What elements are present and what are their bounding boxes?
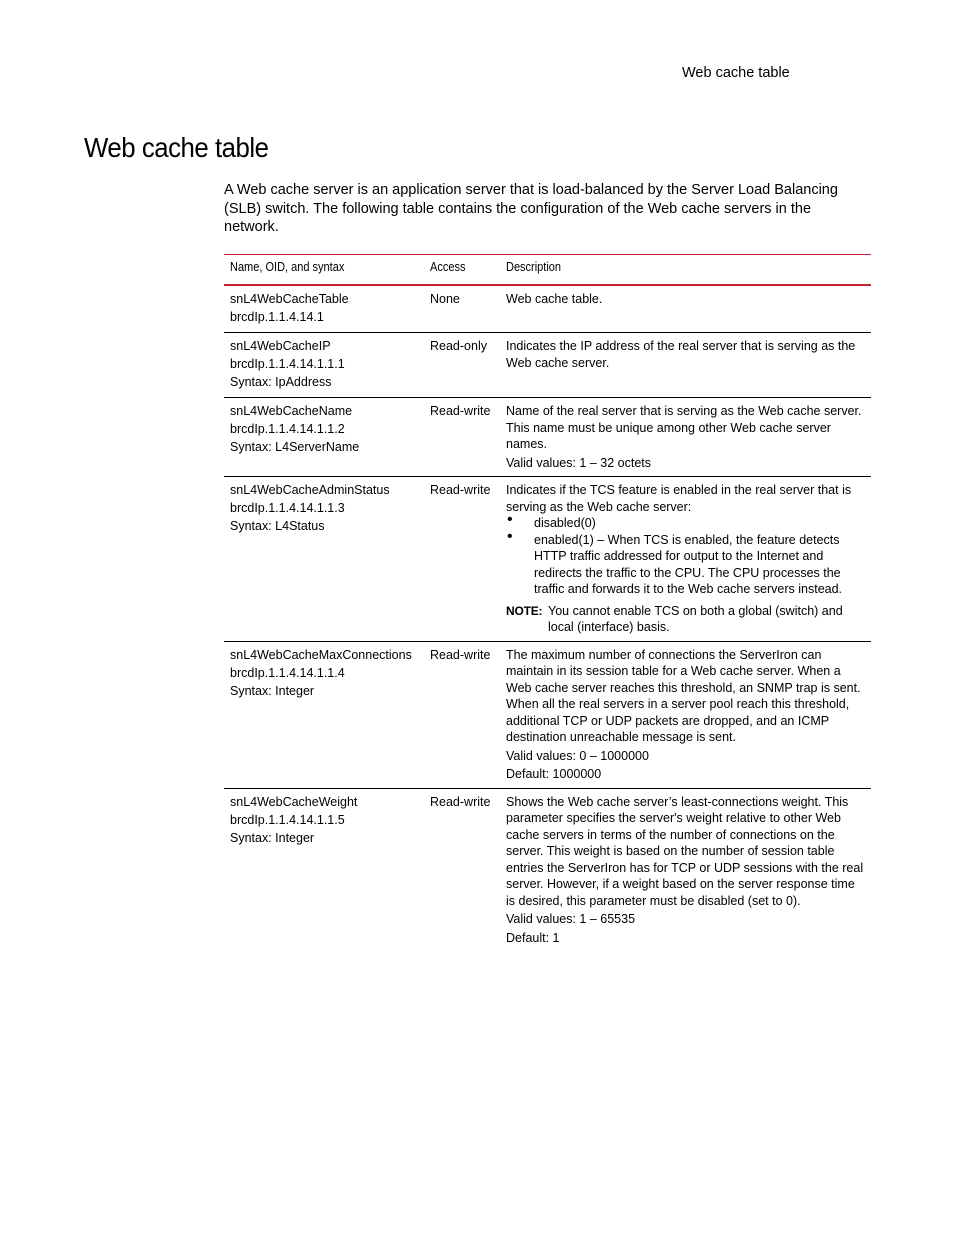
default-value: Default: 1: [506, 930, 560, 945]
description-text: The maximum number of connections the ServerIron can maintain in its session table for a Web cache server. When a Web cache server reaches this threshold, an SNMP trap is sent. When all the real servers in a server pool reach this threshold, additional TCP or UDP packets are dropped, and an ICMP destination unreachable message is sent.: [506, 647, 861, 744]
object-name: snL4WebCacheMaxConnections: [230, 647, 412, 662]
object-syntax: Syntax: L4Status: [230, 519, 325, 533]
description-cell: [500, 285, 871, 333]
description-cell: [500, 398, 871, 477]
description-cell: [500, 477, 871, 642]
table-row: [224, 285, 871, 333]
name-cell: [224, 477, 424, 642]
description-text: Web cache table.: [506, 292, 603, 306]
access-cell: Read-only: [424, 333, 500, 398]
table-header-row: [224, 255, 871, 286]
object-oid: brcdIp.1.1.4.14.1.1.5: [230, 812, 345, 827]
object-oid: brcdIp.1.1.4.14.1: [230, 310, 324, 324]
object-syntax: Syntax: L4ServerName: [230, 440, 360, 454]
table-row: [224, 333, 871, 398]
page-title: Web cache table: [84, 132, 269, 163]
column-header-description: Description: [500, 255, 871, 286]
object-syntax: Syntax: Integer: [230, 830, 315, 845]
object-oid: brcdIp.1.1.4.14.1.1.3: [230, 501, 345, 515]
valid-values: Valid values: 0 – 1000000: [506, 748, 649, 763]
object-syntax: Syntax: IpAddress: [230, 375, 332, 389]
name-cell: [224, 285, 424, 333]
name-cell: [224, 398, 424, 477]
access-cell: None: [424, 285, 500, 333]
table-row: [224, 477, 871, 642]
intro-paragraph: A Web cache server is an application server that is load-balanced by the Server Load Balancing (SLB) switch. The following table contains the configuration of the Web cache servers in the network.: [224, 182, 838, 235]
valid-values: Valid values: 1 – 65535: [506, 912, 636, 926]
description-text: Indicates if the TCS feature is enabled in the real server that is serving as the Web cache server:: [506, 483, 852, 514]
description-cell: [500, 333, 871, 398]
access-cell: Read-write: [424, 398, 500, 477]
description-text: Indicates the IP address of the real server that is serving as the Web cache server.: [506, 339, 856, 370]
table-row: [224, 398, 871, 477]
object-name: snL4WebCacheWeight: [230, 794, 358, 809]
object-oid: brcdIp.1.1.4.14.1.1.4: [230, 665, 345, 680]
object-syntax: Syntax: Integer: [230, 683, 315, 698]
description-cell: [500, 641, 871, 788]
column-header-access: Access: [424, 255, 500, 286]
note-label: NOTE:: [506, 603, 543, 618]
default-value: Default: 1000000: [506, 767, 602, 781]
description-text: Name of the real server that is serving as the Web cache server. This name must be unique among other Web cache server names.: [506, 404, 862, 451]
running-header: Web cache table: [682, 65, 790, 81]
object-oid: brcdIp.1.1.4.14.1.1.1: [230, 357, 345, 371]
access-cell: Read-write: [430, 794, 491, 809]
object-oid: brcdIp.1.1.4.14.1.1.2: [230, 422, 345, 436]
web-cache-table: [224, 254, 871, 951]
description-text: Shows the Web cache server’s least-connections weight. This parameter specifies the server's weight relative to other Web cache servers in terms of the number of connections on the server. This weight is based on the number of session table entries the ServerIron has for TCP or UDP sessions with the real server. However, if a weight based on the server response time is desired, this parameter must be disabled (set to 0).: [506, 794, 864, 908]
column-header-name: Name, OID, and syntax: [224, 255, 424, 286]
bullet-list: [506, 515, 865, 598]
note: [506, 603, 865, 636]
object-name: snL4WebCacheName: [230, 404, 353, 418]
object-name: snL4WebCacheIP: [230, 339, 331, 353]
object-name: snL4WebCacheTable: [230, 292, 349, 306]
description-cell: [500, 788, 871, 951]
valid-values: Valid values: 1 – 32 octets: [506, 455, 651, 470]
table-row: [224, 788, 871, 951]
object-name: snL4WebCacheAdminStatus: [230, 483, 390, 497]
name-cell: [224, 788, 424, 951]
note-text: You cannot enable TCS on both a global (switch) and local (interface) basis.: [548, 603, 843, 634]
list-item: • disabled(0): [506, 515, 865, 532]
name-cell: [224, 641, 424, 788]
name-cell: [224, 333, 424, 398]
list-item: • enabled(1) – When TCS is enabled, the feature detects HTTP traffic addressed for output to the Internet and redirects the traffic to the CPU. The CPU processes the traffic and forwards it to the Web cache servers instead.: [506, 532, 865, 598]
access-cell: Read-write: [424, 477, 500, 642]
table-row: [224, 641, 871, 788]
access-cell: Read-write: [424, 641, 500, 788]
